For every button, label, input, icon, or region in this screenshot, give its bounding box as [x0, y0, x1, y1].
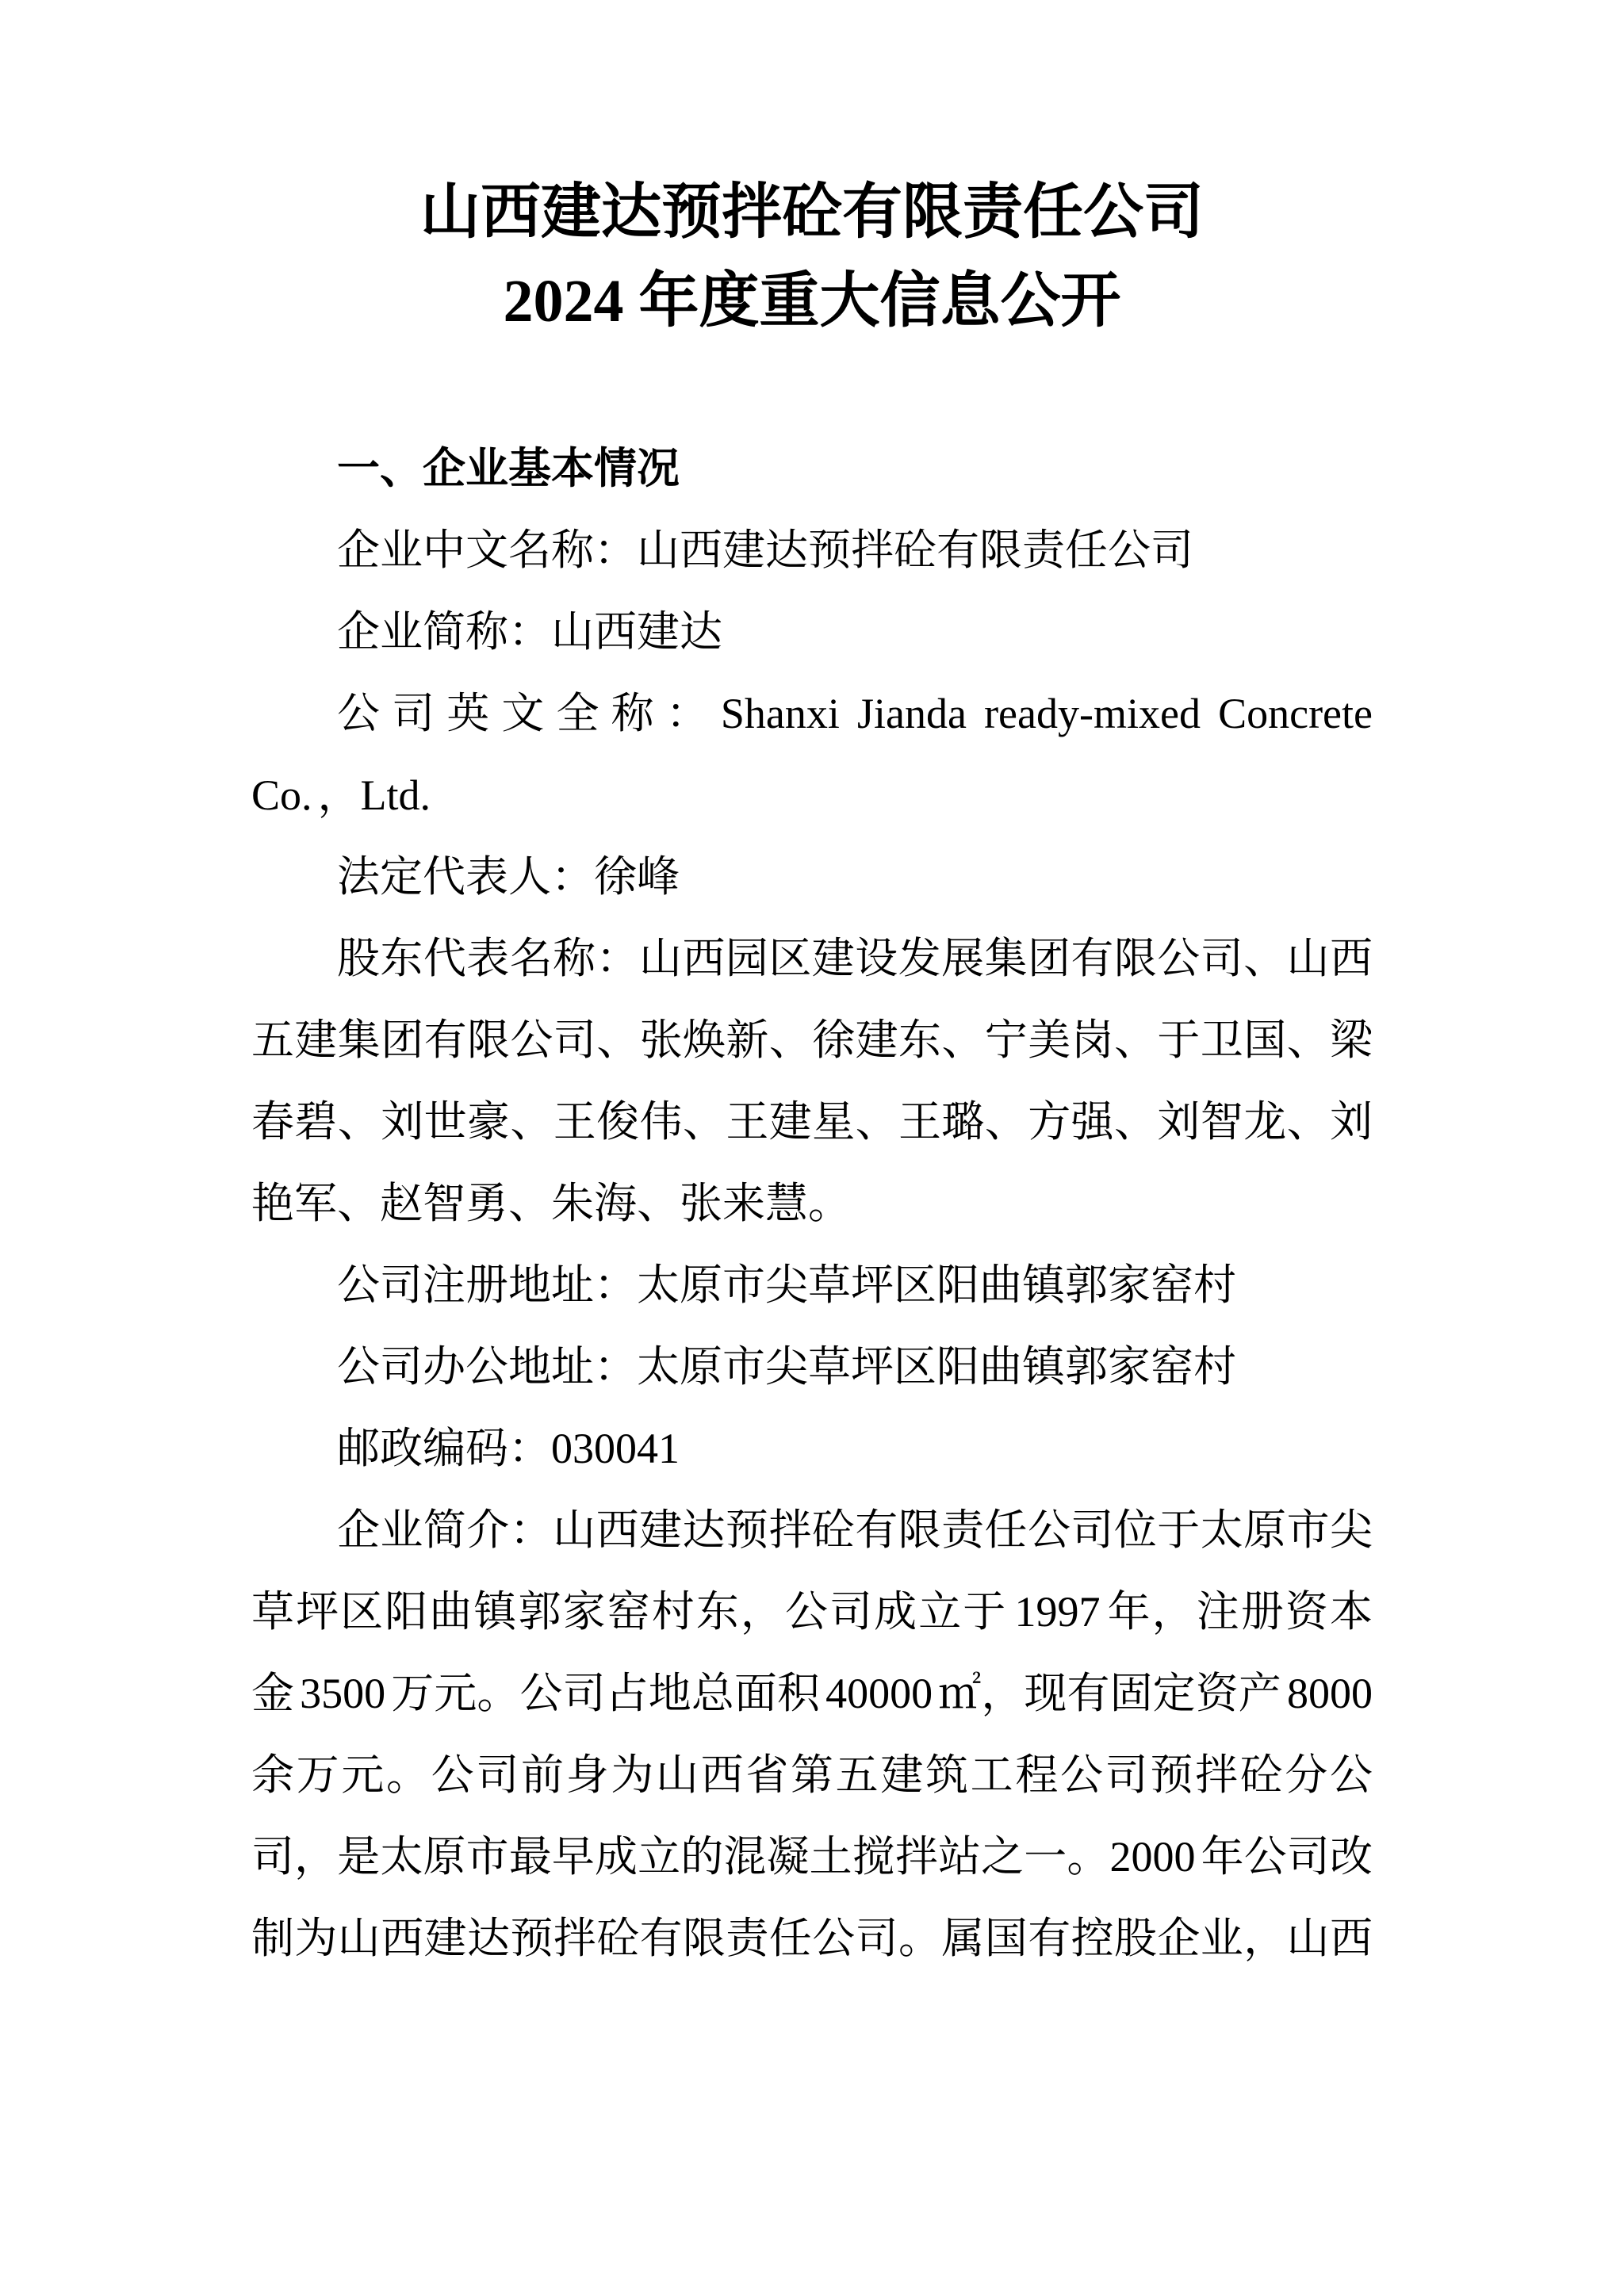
document-body	[251, 510, 1373, 1980]
paragraph-company-profile	[251, 1490, 1373, 1980]
body-line: 司，是太原市最早成立的混凝土搅拌站之一。2000 年公司改	[251, 1833, 1373, 1881]
paragraph-company-short-name	[251, 591, 1373, 673]
paragraph-legal-representative	[251, 836, 1373, 918]
paragraph-registered-address	[251, 1245, 1373, 1326]
body-line: 余万元。公司前身为山西省第五建筑工程公司预拌砼分公	[251, 1751, 1373, 1799]
body-line: 草坪区阳曲镇郭家窑村东，公司成立于 1997 年，注册资本	[251, 1588, 1373, 1636]
body-line: Co. ，Ltd.	[251, 771, 431, 819]
body-line: 金 3500 万元。公司占地总面积 40000 ㎡，现有固定资产 8000	[251, 1670, 1373, 1717]
body-line: 邮政编码：030041	[337, 1425, 680, 1472]
title-line-2: 2024 年度重大信息公开	[503, 268, 1121, 335]
body-line: 股东代表名称：山西园区建设发展集团有限公司、山西	[337, 935, 1373, 982]
paragraph-office-address	[251, 1326, 1373, 1408]
body-line: 法定代表人：徐峰	[337, 853, 680, 901]
body-line: 公司办公地址：太原市尖草坪区阳曲镇郭家窑村	[337, 1343, 1236, 1391]
body-line: 艳军、赵智勇、朱海、张来慧。	[251, 1180, 851, 1227]
paragraph-company-name-en	[251, 673, 1373, 836]
body-line: 企业简介：山西建达预拌砼有限责任公司位于太原市尖	[337, 1506, 1373, 1554]
body-line: 公司英文全称：Shanxi Jianda ready-mixed Concrete	[337, 690, 1373, 737]
body-line: 春碧、刘世豪、王俊伟、王建星、王璐、方强、刘智龙、刘	[251, 1098, 1373, 1146]
paragraph-shareholder-representatives	[251, 918, 1373, 1245]
body-line: 企业简称：山西建达	[337, 608, 722, 656]
title-line-1: 山西建达预拌砼有限责任公司	[420, 179, 1204, 246]
body-line: 制为山西建达预拌砼有限责任公司。属国有控股企业，山西	[251, 1915, 1373, 1962]
section-heading: 一、企业基本情况	[337, 445, 680, 492]
body-line: 企业中文名称：山西建达预拌砼有限责任公司	[337, 526, 1193, 574]
paragraph-postal-code	[251, 1408, 1373, 1490]
body-line: 五建集团有限公司、张焕新、徐建东、宁美岗、于卫国、梁	[251, 1016, 1373, 1064]
paragraph-company-name-cn	[251, 510, 1373, 591]
document-title	[251, 168, 1373, 346]
body-line: 公司注册地址：太原市尖草坪区阳曲镇郭家窑村	[337, 1261, 1236, 1309]
